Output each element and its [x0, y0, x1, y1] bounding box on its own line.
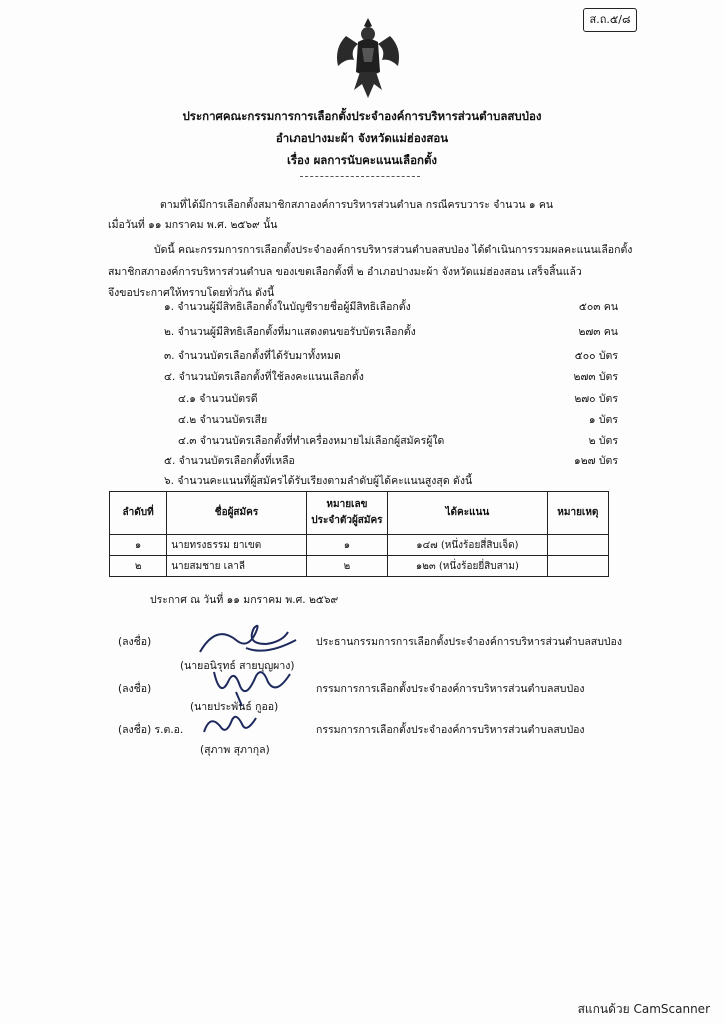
- header-line-2: อำเภอปางมะผ้า จังหวัดแม่ฮ่องสอน: [275, 131, 449, 145]
- results-intro: ๖. จำนวนคะแนนที่ผู้สมัครได้รับเรียงตามลำดับผู้ได้คะแนนสูงสุด ดังนี้: [164, 475, 473, 487]
- form-code-box: ส.ถ.๕/๘: [583, 8, 637, 32]
- cell-number: ๑: [306, 535, 387, 556]
- paragraph-2-line-2: สมาชิกสภาองค์การบริหารส่วนตำบล ของเขตเลือกตั้งที่ ๒ อำเภอปางมะผ้า จังหวัดแม่ฮ่องสอน เสร็จสิ้นแล้ว: [108, 266, 582, 278]
- header-separator: [300, 176, 420, 177]
- header-score: ได้คะแนน: [388, 492, 548, 535]
- header-candidate-number: หมายเลข ประจำตัวผู้สมัคร: [306, 492, 387, 535]
- stat-label: ๕. จำนวนบัตรเลือกตั้งที่เหลือ: [164, 455, 295, 467]
- header-note: หมายเหตุ: [547, 492, 608, 535]
- signature-prefix: (ลงชื่อ): [118, 636, 152, 648]
- header-line-3: เรื่อง ผลการนับคะแนนเลือกตั้ง: [286, 153, 438, 167]
- header-rank: ลำดับที่: [110, 492, 167, 535]
- cell-rank: ๑: [110, 535, 167, 556]
- stat-value: ๒๗๓ บัตร: [573, 371, 618, 383]
- cell-name: นายสมชาย เลาลี: [167, 556, 307, 577]
- signature-committee-2-icon: [200, 708, 260, 744]
- signer-name: (สุภาพ สุภากุล): [200, 744, 270, 756]
- stat-label: ๓. จำนวนบัตรเลือกตั้งที่ได้รับมาทั้งหมด: [164, 350, 341, 362]
- cell-note: [547, 535, 608, 556]
- signer-title: กรรมการการเลือกตั้งประจำองค์การบริหารส่วนตำบลสบป่อง: [316, 683, 585, 695]
- stat-label: ๔.๒ จำนวนบัตรเสีย: [178, 414, 268, 426]
- announcement-date: ประกาศ ณ วันที่ ๑๑ มกราคม พ.ศ. ๒๕๖๙: [150, 594, 339, 606]
- stat-label: ๔.๑ จำนวนบัตรดี: [178, 393, 258, 405]
- stat-label: ๔. จำนวนบัตรเลือกตั้งที่ใช้ลงคะแนนเลือกตั้ง: [164, 371, 364, 383]
- cell-score: ๑๔๗ (หนึ่งร้อยสี่สิบเจ็ด): [388, 535, 548, 556]
- cell-name: นายทรงธรรม ยาเขต: [167, 535, 307, 556]
- stat-value: ๒๗๐ บัตร: [574, 393, 618, 405]
- header-line-1: ประกาศคณะกรรมการการเลือกตั้งประจำองค์การบริหารส่วนตำบลสบป่อง: [182, 109, 542, 123]
- signature-prefix: (ลงชื่อ) ร.ต.อ.: [118, 724, 184, 736]
- paragraph-2-line-3: จึงขอประกาศให้ทราบโดยทั่วกัน ดังนี้: [108, 287, 275, 299]
- stat-value: ๒ บัตร: [588, 435, 618, 447]
- table-header-row: [110, 492, 609, 535]
- stat-value: ๒๗๓ คน: [578, 326, 618, 338]
- camscanner-watermark: สแกนด้วย CamScanner: [577, 1002, 710, 1016]
- signer-title: กรรมการการเลือกตั้งประจำองค์การบริหารส่วนตำบลสบป่อง: [316, 724, 585, 736]
- stat-value: ๑๒๗ บัตร: [574, 455, 618, 467]
- paragraph-2-line-1: บัดนี้ คณะกรรมการการเลือกตั้งประจำองค์การบริหารส่วนตำบลสบป่อง ได้ดำเนินการรวมผลคะแนนเลือกตั้ง: [154, 244, 633, 256]
- paragraph-1-line-2: เมื่อวันที่ ๑๑ มกราคม พ.ศ. ๒๕๖๙ นั้น: [108, 219, 278, 231]
- signer-name: (นายอนิรุทธ์ สายบุญผาง): [180, 660, 295, 672]
- signer-title: ประธานกรรมการการเลือกตั้งประจำองค์การบริหารส่วนตำบลสบป่อง: [316, 636, 622, 648]
- table-row: [110, 556, 609, 577]
- cell-rank: ๒: [110, 556, 167, 577]
- stat-label: ๔.๓ จำนวนบัตรเลือกตั้งที่ทำเครื่องหมายไม่เลือกผู้สมัครผู้ใด: [178, 435, 445, 447]
- garuda-emblem-icon: [332, 14, 404, 102]
- table-row: [110, 535, 609, 556]
- cell-number: ๒: [306, 556, 387, 577]
- signer-name: (นายประพันธ์ กูออ): [190, 701, 279, 713]
- stat-value: ๑ บัตร: [588, 414, 618, 426]
- header-candidate-name: ชื่อผู้สมัคร: [167, 492, 307, 535]
- signature-prefix: (ลงชื่อ): [118, 683, 152, 695]
- results-table: [109, 491, 609, 577]
- stat-label: ๒. จำนวนผู้มีสิทธิเลือกตั้งที่มาแสดงตนขอรับบัตรเลือกตั้ง: [164, 326, 416, 338]
- stat-value: ๕๐๐ บัตร: [574, 350, 618, 362]
- stat-value: ๕๐๓ คน: [578, 301, 618, 313]
- stat-label: ๑. จำนวนผู้มีสิทธิเลือกตั้งในบัญชีรายชื่อผู้มีสิทธิเลือกตั้ง: [164, 301, 411, 313]
- cell-note: [547, 556, 608, 577]
- paragraph-1-line-1: ตามที่ได้มีการเลือกตั้งสมาชิกสภาองค์การบริหารส่วนตำบล กรณีครบวาระ จำนวน ๑ คน: [160, 199, 554, 211]
- cell-score: ๑๒๓ (หนึ่งร้อยยี่สิบสาม): [388, 556, 548, 577]
